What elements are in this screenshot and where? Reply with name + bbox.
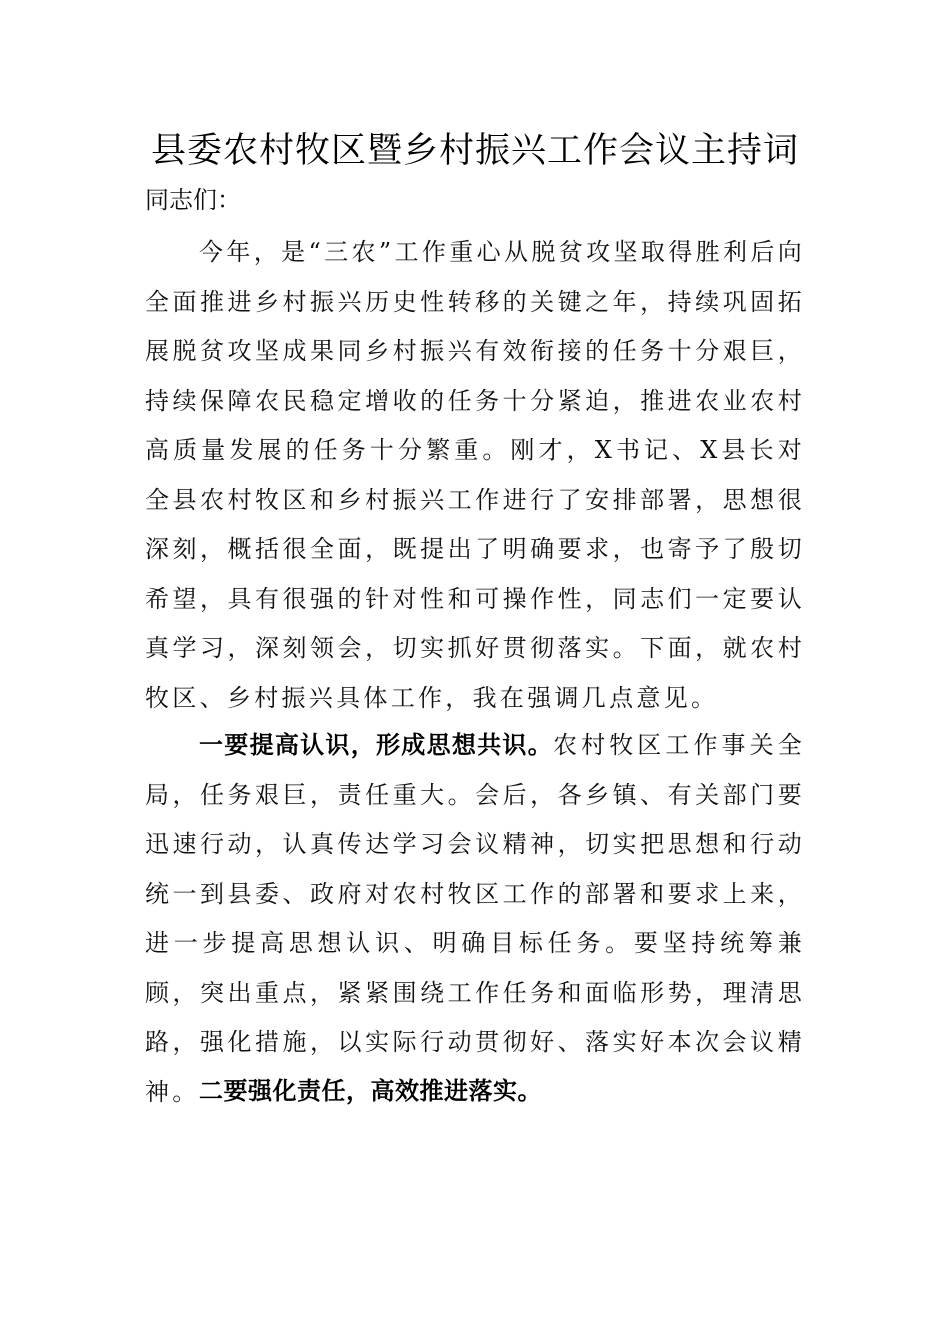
paragraph-heading: 二要强化责任，高效推进落实。 <box>199 1077 542 1105</box>
paragraph-text: 农村牧区工作事关全局，任务艰巨，责任重大。会后，各乡镇、有关部门要迅速行动，认真传达学习会议精神，切实把思想和行动统一到县委、政府对农村牧区工作的部署和要求上来，进一步提高思想认识、明确目标任务。要坚持统筹兼顾，突出重点，紧紧围绕工作任务和面临形势，理清思路，强化措施，以实际行动贯彻好、落实好本次会议精神。 <box>145 731 806 1106</box>
document-title: 县委农村牧区暨乡村振兴工作会议主持词 <box>150 131 799 171</box>
paragraph-heading: 一要提高认识，形成思想共识。 <box>199 731 554 759</box>
paragraph-opening <box>145 228 805 723</box>
paragraph-point-one <box>145 721 805 1117</box>
paragraph-text: 今年，是“三农”工作重心从脱贫攻坚取得胜利后向全面推进乡村振兴历史性转移的关键之年，持续巩固拓展脱贫攻坚成果同乡村振兴有效衔接的任务十分艰巨，持续保障农民稳定增收的任务十分紧迫，推进农业农村高质量发展的任务十分繁重。刚才，X书记、X县长对全县农村牧区和乡村振兴工作进行了安排部署，思想很深刻，概括很全面，既提出了明确要求，也寄予了殷切希望，具有很强的针对性和可操作性，同志们一定要认真学习，深刻领会，切实抓好贯彻落实。下面，就农村牧区、乡村振兴具体工作，我在强调几点意见。 <box>145 238 805 712</box>
salutation: 同志们： <box>145 186 241 214</box>
paragraph-point-two <box>145 1067 805 1117</box>
